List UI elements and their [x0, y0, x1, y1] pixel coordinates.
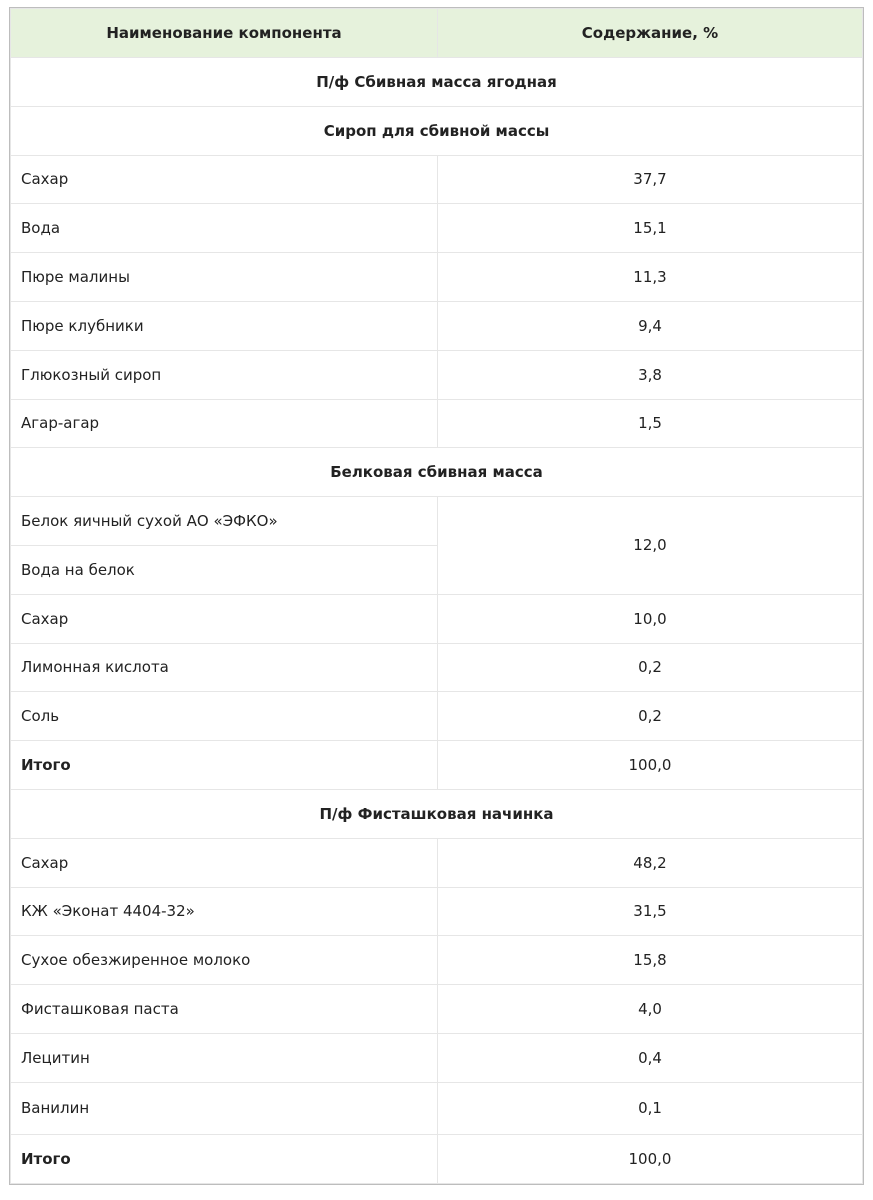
table-row	[11, 643, 863, 692]
total-label: Итого	[11, 1134, 438, 1183]
section-row	[11, 58, 863, 107]
component-name: Фисташковая паста	[11, 985, 438, 1034]
table-row	[11, 253, 863, 302]
component-value: 0,1	[438, 1082, 863, 1134]
table-row	[11, 155, 863, 204]
component-value: 15,8	[438, 936, 863, 985]
component-name: Соль	[11, 692, 438, 741]
total-row	[11, 1134, 863, 1183]
component-name: Белок яичный сухой АО «ЭФКО»	[11, 497, 438, 546]
table-row	[11, 497, 863, 546]
section-row	[11, 789, 863, 838]
column-header-name: Наименование компонента	[11, 9, 438, 58]
component-value: 0,2	[438, 643, 863, 692]
component-name: Сахар	[11, 155, 438, 204]
table-header-row	[11, 9, 863, 58]
section-title-syrup: Сироп для сбивной массы	[11, 106, 863, 155]
recipe-table	[10, 8, 863, 1184]
table-row	[11, 204, 863, 253]
component-name: Вода	[11, 204, 438, 253]
component-name: Агар-агар	[11, 399, 438, 448]
section-row	[11, 448, 863, 497]
component-name: Пюре малины	[11, 253, 438, 302]
total-row	[11, 741, 863, 790]
component-value: 31,5	[438, 887, 863, 936]
component-name: Вода на белок	[11, 545, 438, 594]
recipe-table-container	[9, 7, 864, 1185]
component-name: Глюкозный сироп	[11, 350, 438, 399]
section-title-berry-mass: П/ф Сбивная масса ягодная	[11, 58, 863, 107]
total-value: 100,0	[438, 741, 863, 790]
component-name: Ванилин	[11, 1082, 438, 1134]
table-row	[11, 350, 863, 399]
component-value: 48,2	[438, 838, 863, 887]
component-name: Сахар	[11, 594, 438, 643]
component-value: 37,7	[438, 155, 863, 204]
component-name: Сахар	[11, 838, 438, 887]
component-name: Пюре клубники	[11, 301, 438, 350]
component-value: 3,8	[438, 350, 863, 399]
component-value: 9,4	[438, 301, 863, 350]
table-row	[11, 399, 863, 448]
component-value: 15,1	[438, 204, 863, 253]
table-row	[11, 1033, 863, 1082]
total-value: 100,0	[438, 1134, 863, 1183]
table-row	[11, 887, 863, 936]
table-row	[11, 692, 863, 741]
table-row	[11, 936, 863, 985]
component-name: Сухое обезжиренное молоко	[11, 936, 438, 985]
section-title-protein-mass: Белковая сбивная масса	[11, 448, 863, 497]
column-header-content: Содержание, %	[438, 9, 863, 58]
section-row	[11, 106, 863, 155]
table-row	[11, 985, 863, 1034]
component-value: 10,0	[438, 594, 863, 643]
table-row	[11, 1082, 863, 1134]
table-row	[11, 838, 863, 887]
component-value: 0,2	[438, 692, 863, 741]
component-value-merged: 12,0	[438, 497, 863, 595]
component-value: 1,5	[438, 399, 863, 448]
component-value: 4,0	[438, 985, 863, 1034]
table-row	[11, 594, 863, 643]
component-name: КЖ «Эконат 4404-32»	[11, 887, 438, 936]
component-name: Лецитин	[11, 1033, 438, 1082]
component-value: 11,3	[438, 253, 863, 302]
table-row	[11, 301, 863, 350]
total-label: Итого	[11, 741, 438, 790]
component-value: 0,4	[438, 1033, 863, 1082]
section-title-pistachio-filling: П/ф Фисташковая начинка	[11, 789, 863, 838]
component-name: Лимонная кислота	[11, 643, 438, 692]
